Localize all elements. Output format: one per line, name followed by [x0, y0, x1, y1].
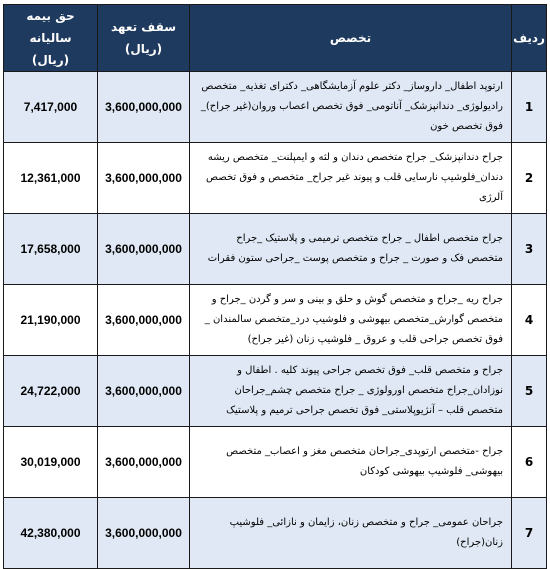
- annual-premium-cell: 24,722,000: [4, 356, 98, 427]
- specialty-cell: جراح دندانپزشک_ جراح متخصص دندان و لثه و ایمپلنت_ متخصص ریشه دندان_فلوشیپ نارسایی قلب و پیوند غیر جراح_ متخصص و فوق تخصص آلرژی: [190, 143, 512, 214]
- row-number: 7: [512, 498, 547, 569]
- row-number: 6: [512, 427, 547, 498]
- annual-premium-cell: 30,019,000: [4, 427, 98, 498]
- table-row: [4, 214, 547, 285]
- coverage-cap-cell: 3,600,000,000: [98, 427, 190, 498]
- coverage-cap-cell: 3,600,000,000: [98, 498, 190, 569]
- table-row: [4, 285, 547, 356]
- specialty-cell: جراح و متخصص قلب_ فوق تخصص جراحی پیوند کلیه . اطفال و نوزادان_جراح متخصص اورولوژی _ جراح متخصص چشم_جراحان متخصص قلب – آنژیوپلاستی_ فوق تخصص جراحی ترمیم و پلاستیک: [190, 356, 512, 427]
- table-header-row: [4, 5, 547, 72]
- row-number: 4: [512, 285, 547, 356]
- row-number: 5: [512, 356, 547, 427]
- row-number: 3: [512, 214, 547, 285]
- table-row: [4, 356, 547, 427]
- table-row: [4, 498, 547, 569]
- insurance-table-container: [3, 4, 546, 569]
- header-annual-premium-label: حق بیمه سالیانه: [26, 9, 75, 45]
- row-number: 1: [512, 72, 547, 143]
- header-row-number: ردیف: [512, 5, 547, 72]
- specialty-cell: جراح -متخصص ارتوپدی_جراحان متخصص مغز و اعصاب_ متخصص بیهوشی_ فلوشیپ بیهوشی کودکان: [190, 427, 512, 498]
- header-coverage-cap-unit: (ریال): [124, 42, 163, 56]
- header-annual-premium-unit: (ریال): [31, 53, 70, 67]
- coverage-cap-cell: 3,600,000,000: [98, 72, 190, 143]
- coverage-cap-cell: 3,600,000,000: [98, 143, 190, 214]
- header-specialty: تخصص: [190, 5, 512, 72]
- annual-premium-cell: 17,658,000: [4, 214, 98, 285]
- table-row: [4, 427, 547, 498]
- specialty-cell: جراح متخصص اطفال _ جراح متخصص ترمیمی و پلاستیک _جراح متخصص فک و صورت _ جراح و متخصص پوست _جراحی ستون فقرات: [190, 214, 512, 285]
- row-number: 2: [512, 143, 547, 214]
- coverage-cap-cell: 3,600,000,000: [98, 214, 190, 285]
- specialty-cell: جراح ریه _جراح و متخصص گوش و حلق و بینی و سر و گردن _جراح و متخصص گوارش_متخصص بیهوشی و فلوشیپ درد_متخصص سالمندان _ فوق تخصص جراحی قلب و عروق _ فلوشیپ زنان (غیر جراح): [190, 285, 512, 356]
- header-coverage-cap-label: سقف تعهد: [110, 20, 177, 34]
- specialty-cell: ارتوپد اطفال_ داروساز_ دکتر علوم آزمایشگاهی_ دکترای تغذیه_ متخصص رادیولوژی_ دندانپزشک_ آناتومی_ فوق تخصص اعصاب وروان(غیر جراح)_ فوق تخصص خون: [190, 72, 512, 143]
- specialty-cell: جراحان عمومی_ جراح و متخصص زنان، زایمان و نازائی_ فلوشیپ زنان(جراح): [190, 498, 512, 569]
- table-row: [4, 143, 547, 214]
- coverage-cap-cell: 3,600,000,000: [98, 356, 190, 427]
- annual-premium-cell: 21,190,000: [4, 285, 98, 356]
- insurance-premium-table: [3, 4, 547, 569]
- coverage-cap-cell: 3,600,000,000: [98, 285, 190, 356]
- header-coverage-cap: [98, 5, 190, 72]
- table-row: [4, 72, 547, 143]
- header-annual-premium: [4, 5, 98, 72]
- annual-premium-cell: 42,380,000: [4, 498, 98, 569]
- annual-premium-cell: 12,361,000: [4, 143, 98, 214]
- annual-premium-cell: 7,417,000: [4, 72, 98, 143]
